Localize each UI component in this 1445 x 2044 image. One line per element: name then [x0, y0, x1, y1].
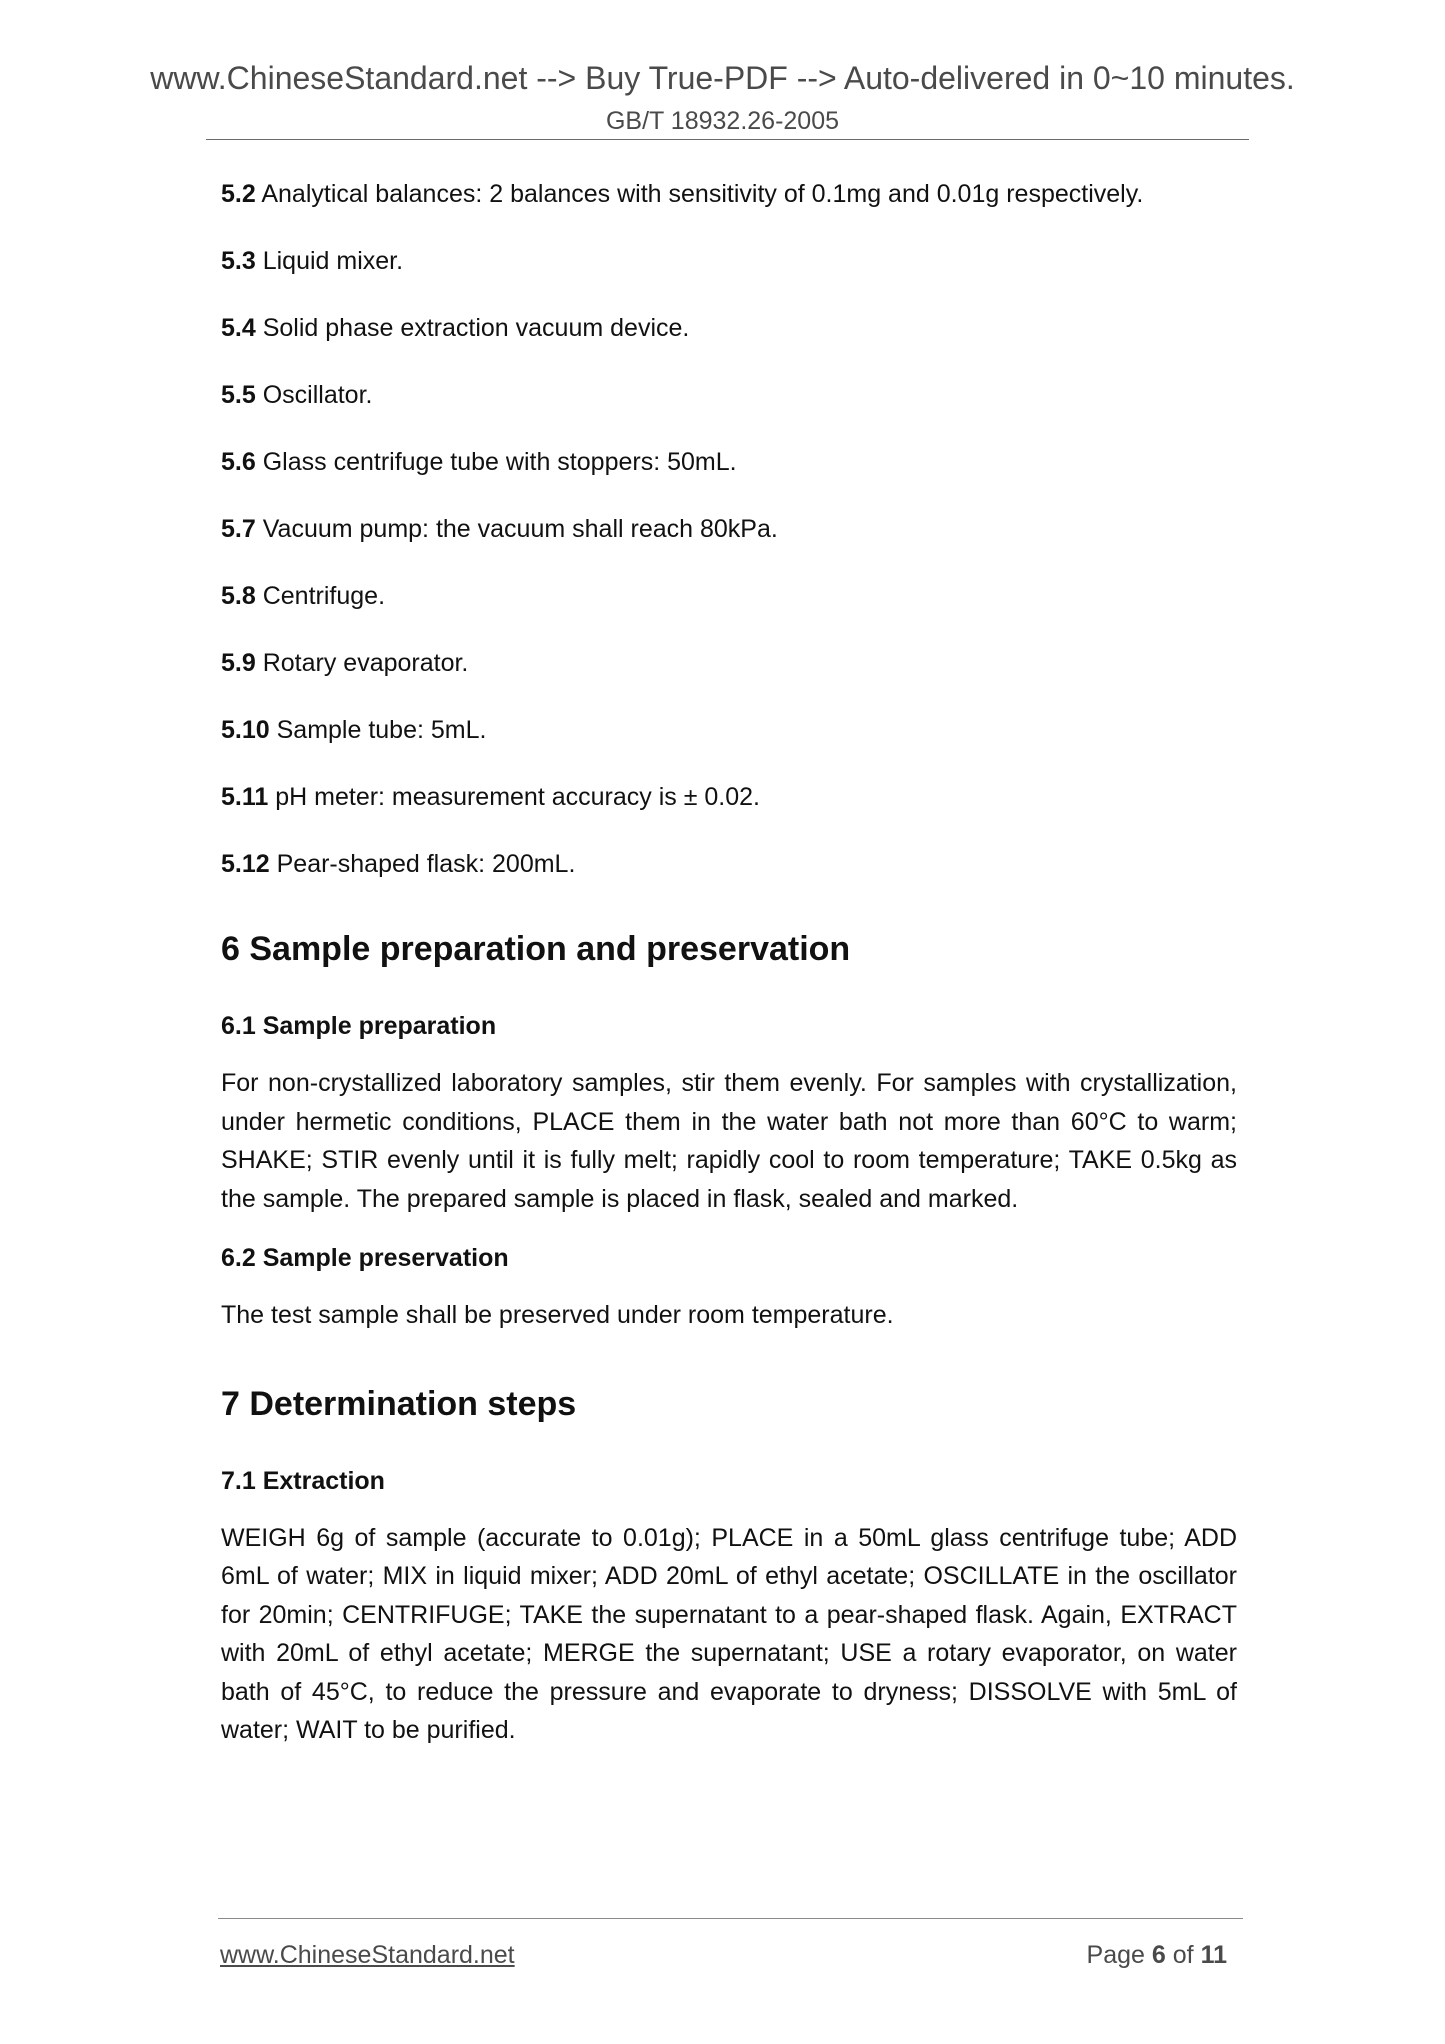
clause-item [221, 379, 1237, 411]
clause-text: Analytical balances: 2 balances with sensitivity of 0.1mg and 0.01g respectively. [261, 180, 1144, 208]
footer-divider [218, 1918, 1243, 1919]
subsection-heading-7-1: 7.1 Extraction [221, 1466, 385, 1495]
clause-number: 5.11 [221, 783, 269, 811]
paragraph-sample-preparation: For non-crystallized laboratory samples, stir them evenly. For samples with crystallization, under hermetic conditions, PLACE them in the water bath not more than 60°C to warm; SHAKE; STIR evenly until it is fully melt; rapidly cool to room temperature; TAKE 0.5kg as the sample. The prepared sample is placed in flask, sealed and marked. [221, 1069, 1237, 1213]
page-prefix: Page [1086, 1941, 1145, 1969]
clause-number: 5.3 [221, 247, 256, 275]
clause-text: Sample tube: 5mL. [276, 716, 487, 744]
page-of: of [1172, 1941, 1194, 1969]
clause-item [221, 513, 1237, 545]
clause-item [221, 781, 1237, 813]
clause-number: 5.9 [221, 649, 256, 677]
clause-number: 5.2 [221, 180, 256, 208]
clause-item [221, 178, 1237, 210]
clause-text: Rotary evaporator. [262, 649, 469, 677]
standard-number: GB/T 18932.26-2005 [605, 107, 840, 135]
clause-number: 5.10 [221, 716, 270, 744]
clause-text: Pear-shaped flask: 200mL. [276, 850, 576, 878]
clause-text: Vacuum pump: the vacuum shall reach 80kPa. [262, 515, 778, 543]
clause-text: Glass centrifuge tube with stoppers: 50mL. [262, 448, 737, 476]
document-body [221, 178, 1237, 1774]
clause-number: 5.8 [221, 582, 256, 610]
page-current: 6 [1151, 1941, 1166, 1969]
page-total: 11 [1200, 1941, 1227, 1969]
section-heading-6: 6 Sample preparation and preservation [221, 930, 851, 968]
subsection-heading-6-2: 6.2 Sample preservation [221, 1244, 509, 1272]
clause-item [221, 714, 1237, 746]
footer-website-link[interactable]: www.ChineseStandard.net [220, 1941, 515, 1969]
clause-text: Liquid mixer. [262, 247, 404, 275]
clause-item [221, 446, 1237, 478]
clause-number: 5.5 [221, 381, 256, 409]
clause-item [221, 848, 1237, 880]
section-heading-7: 7 Determination steps [221, 1384, 577, 1423]
clause-number: 5.6 [221, 448, 256, 476]
header-banner[interactable]: www.ChineseStandard.net --> Buy True-PDF --> Auto-delivered in 0~10 minutes. [150, 60, 1295, 96]
clause-item [221, 580, 1237, 612]
header-divider [206, 139, 1249, 140]
clause-number: 5.12 [221, 850, 270, 878]
clause-text: Centrifuge. [262, 582, 386, 610]
clause-item [221, 245, 1237, 277]
clause-number: 5.7 [221, 515, 256, 543]
clause-number: 5.4 [221, 314, 256, 342]
clause-text: Solid phase extraction vacuum device. [262, 314, 690, 342]
clause-text: Oscillator. [262, 381, 373, 409]
clause-item [221, 312, 1237, 344]
clause-text: pH meter: measurement accuracy is ± 0.02. [275, 783, 760, 811]
page-indicator [1087, 1940, 1227, 1970]
clause-item [221, 647, 1237, 679]
subsection-heading-6-1: 6.1 Sample preparation [221, 1012, 497, 1040]
paragraph-sample-preservation: The test sample shall be preserved under room temperature. [221, 1301, 894, 1329]
paragraph-extraction: WEIGH 6g of sample (accurate to 0.01g); PLACE in a 50mL glass centrifuge tube; ADD 6mL of water; MIX in liquid mixer; ADD 20mL of ethyl acetate; OSCILLATE in the oscillator for 20min; CENTRIFUGE; TAKE the supernatant to a pear-shaped flask. Again, EXTRACT with 20mL of ethyl acetate; MERGE the supernatant; USE a rotary evaporator, on water bath of 45°C, to reduce the pressure and evaporate to dryness; DISSOLVE with 5mL of water; WAIT to be purified. [221, 1523, 1237, 1744]
